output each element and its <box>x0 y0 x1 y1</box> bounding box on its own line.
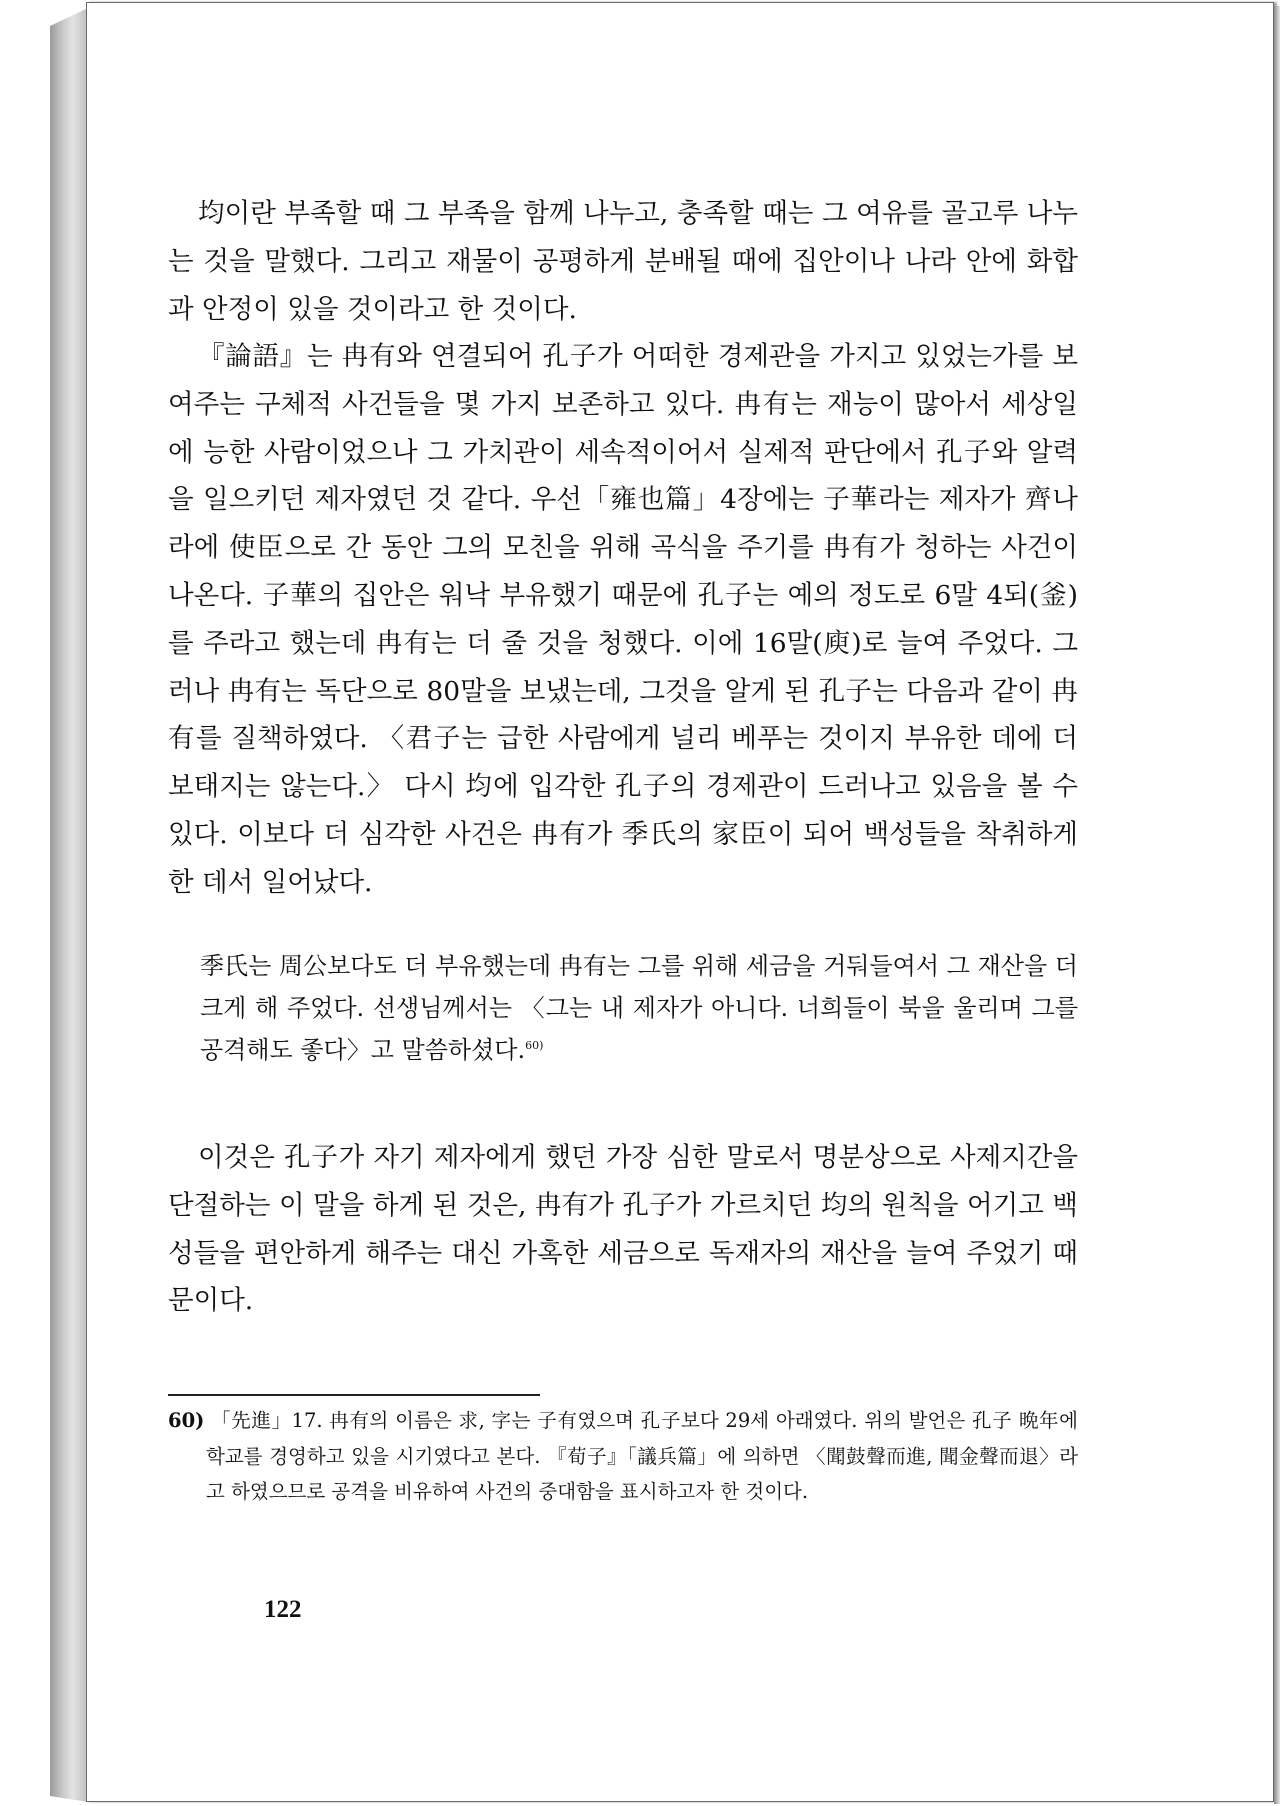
block-quote-text: 季氏는 周公보다도 더 부유했는데 冉有는 그를 위해 세금을 거둬들여서 그 재산을 더 크게 해 주었다. 선생님께서는 〈그는 내 제자가 아니다. 너희들이 북을 울리며 그를 공격해도 좋다〉고 말씀하셨다. <box>200 952 1078 1064</box>
footnote-text: 「先進」17. 冉有의 이름은 求, 字는 子有였으며 孔子보다 29세 아래였다. 위의 발언은 孔子 晩年에 학교를 경영하고 있을 시기였다고 본다. 『荀子』「議兵篇」에 의하면 〈聞鼓聲而進, 聞金聲而退〉라고 하였으므로 공격을 비유하여 사건의 중대함을 표시하고자 한 것이다. <box>206 1409 1078 1503</box>
footnote <box>168 1403 1078 1510</box>
page-number: 122 <box>264 1596 302 1623</box>
footnote-divider <box>168 1394 540 1396</box>
paragraph-1: 均이란 부족할 때 그 부족을 함께 나누고, 충족할 때는 그 여유를 골고루 나누는 것을 말했다. 그리고 재물이 공평하게 분배될 때에 집안이나 나라 안에 화합과 안정이 있을 것이라고 한 것이다. <box>168 198 1078 325</box>
paragraph-3: 이것은 孔子가 자기 제자에게 했던 가장 심한 말로서 명분상으로 사제지간을 단절하는 이 말을 하게 된 것은, 冉有가 孔子가 가르치던 均의 원칙을 어기고 백성들을 편안하게 해주는 대신 가혹한 세금으로 독재자의 재산을 늘여 주었기 때문이다. <box>168 1142 1078 1317</box>
book-spine <box>50 8 88 1802</box>
paragraph-2: 『論語』는 冉有와 연결되어 孔子가 어떠한 경제관을 가지고 있었는가를 보여주는 구체적 사건들을 몇 가지 보존하고 있다. 冉有는 재능이 많아서 세상일에 능한 사람이었으나 그 가치관이 세속적이어서 실제적 판단에서 孔子와 알력을 일으키던 제자였던 것 같다. 우선「雍也篇」4장에는 子華라는 제자가 齊나라에 使臣으로 간 동안 그의 모친을 위해 곡식을 주기를 冉有가 청하는 사건이 나온다. 子華의 집안은 워낙 부유했기 때문에 孔子는 예의 정도로 6말 4되(釜)를 주라고 했는데 冉有는 더 줄 것을 청했다. 이에 16말(庾)로 늘여 주었다. 그러나 冉有는 독단으로 80말을 보냈는데, 그것을 알게 된 孔子는 다음과 같이 冉有를 질책하였다. 〈君子는 급한 사람에게 널리 베푸는 것이지 부유한 데에 더 보태지는 않는다.〉 다시 均에 입각한 孔子의 경제관이 드러나고 있음을 볼 수 있다. 이보다 더 심각한 사건은 冉有가 季氏의 家臣이 되어 백성들을 착취하게 한 데서 일어났다. <box>168 341 1078 898</box>
block-quote <box>200 945 1078 1071</box>
footnote-number: 60) <box>168 1409 205 1432</box>
footnote-reference[interactable]: 60) <box>525 1039 544 1052</box>
page-edge-shadow <box>1274 6 1280 1804</box>
